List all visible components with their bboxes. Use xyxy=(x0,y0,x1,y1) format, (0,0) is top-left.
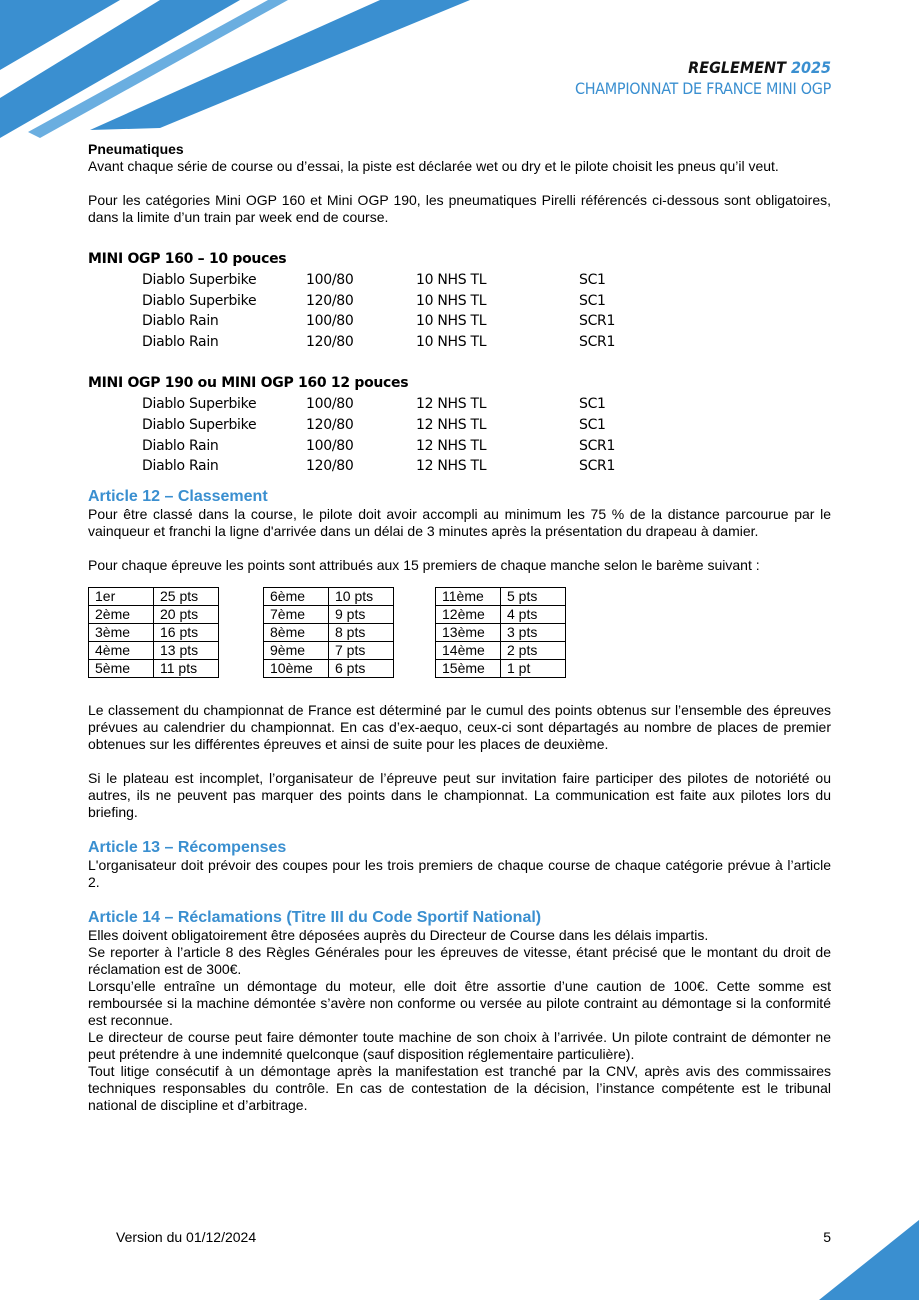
tire-rim: 12 NHS TL xyxy=(416,437,487,454)
points-cell: 25 pts xyxy=(154,587,219,605)
tire-model: Diablo Rain xyxy=(142,437,219,454)
article-14-body xyxy=(88,927,831,1114)
tire-row xyxy=(88,394,831,415)
document-body xyxy=(88,141,831,1114)
article-12-title: Article 12 – Classement xyxy=(88,487,268,505)
tire-size: 120/80 xyxy=(306,292,354,309)
tire-rim: 10 NHS TL xyxy=(416,313,487,330)
tire-row xyxy=(88,456,831,477)
points-cell: 11 pts xyxy=(154,659,219,677)
tire-compound: SCR1 xyxy=(579,458,616,475)
points-cell: 4 pts xyxy=(501,605,566,623)
points-table xyxy=(263,587,394,678)
tire-compound: SC1 xyxy=(579,416,606,433)
tire-size: 120/80 xyxy=(306,458,354,475)
table-row xyxy=(89,587,219,605)
points-table xyxy=(435,587,566,678)
tire-model: Diablo Superbike xyxy=(142,396,257,413)
tire-model: Diablo Superbike xyxy=(142,292,257,309)
points-cell: 8 pts xyxy=(329,623,394,641)
tire-compound: SC1 xyxy=(579,396,606,413)
footer-corner-graphic xyxy=(819,1220,919,1300)
tire-rim: 10 NHS TL xyxy=(416,272,487,288)
article-14-line: Tout litige consécutif à un démontage après la manifestation est tranché par la CNV, après avis des commissaires techniques responsables du contrôle. En cas de contestation de la décision, l’instance compétente est le tribunal national de discipline et d’arbitrage. xyxy=(88,1062,831,1113)
footer-version: Version du 01/12/2024 xyxy=(116,1229,257,1245)
article-14-line: Lorsqu’elle entraîne un démontage du moteur, elle doit être assortie d’une caution de 100€. Cette somme est remboursée si la machine démontée s’avère non conforme ou versée au pilote contraint au démontage si la conformité est reconnue. xyxy=(88,977,831,1028)
points-scale-tables xyxy=(88,587,831,678)
tire-model: Diablo Rain xyxy=(142,458,219,475)
tire-size: 120/80 xyxy=(306,333,354,350)
points-cell: 3 pts xyxy=(501,623,566,641)
header-reglement: REGLEMENT xyxy=(688,58,786,77)
tire-model: Diablo Superbike xyxy=(142,272,257,288)
table-row xyxy=(264,623,394,641)
points-cell: 2 pts xyxy=(501,641,566,659)
page-number: 5 xyxy=(823,1229,831,1245)
points-cell: 6 pts xyxy=(329,659,394,677)
tire-size: 100/80 xyxy=(306,437,354,454)
tire-row xyxy=(88,415,831,436)
table-row xyxy=(436,623,566,641)
tire-model: Diablo Superbike xyxy=(142,416,257,433)
tire-row xyxy=(88,436,831,457)
rank-cell: 14ème xyxy=(436,641,501,659)
tire-size: 100/80 xyxy=(306,272,354,288)
article-14-line: Se reporter à l’article 8 des Règles Générales pour les épreuves de vitesse, étant précisé que le montant du droit de réclamation est de 300€. xyxy=(88,943,831,977)
points-cell: 16 pts xyxy=(154,623,219,641)
header-year: 2025 xyxy=(790,58,831,77)
tire-compound: SC1 xyxy=(579,272,606,288)
rank-cell: 9ème xyxy=(264,641,329,659)
rank-cell: 1er xyxy=(89,587,154,605)
rank-cell: 7ème xyxy=(264,605,329,623)
tire-compound: SCR1 xyxy=(579,333,616,350)
pneumatiques-paragraph-1: Avant chaque série de course ou d’essai, la piste est déclarée wet ou dry et le pilote choisit les pneus qu’il veut. xyxy=(88,158,779,174)
tire-row xyxy=(88,270,831,291)
tire-model: Diablo Rain xyxy=(142,333,219,350)
tire-compound: SCR1 xyxy=(579,437,616,454)
points-cell: 10 pts xyxy=(329,587,394,605)
tire-row xyxy=(88,291,831,312)
tire-rim: 10 NHS TL xyxy=(416,292,487,309)
article-12-paragraph-1: Pour être classé dans la course, le pilote doit avoir accompli au minimum les 75 % de la distance parcourue par le vainqueur et franchi la ligne d'arrivée dans un délai de 3 minutes après la présentation du drapeau à damier. xyxy=(88,505,831,539)
rank-cell: 4ème xyxy=(89,641,154,659)
table-row xyxy=(89,605,219,623)
tire-size: 100/80 xyxy=(306,313,354,330)
tire-model: Diablo Rain xyxy=(142,313,219,330)
tire-category-heading: MINI OGP 190 ou MINI OGP 160 12 pouces xyxy=(88,375,409,392)
article-14-line: Le directeur de course peut faire démonter toute machine de son choix à l’arrivée. Un pilote contraint de démonter ne peut prétendre à une indemnité quelconque (sauf disposition réglementaire particulière). xyxy=(88,1028,831,1062)
rank-cell: 2ème xyxy=(89,605,154,623)
tire-compound: SC1 xyxy=(579,292,606,309)
tire-specifications xyxy=(88,249,831,477)
table-row xyxy=(436,605,566,623)
table-row xyxy=(436,641,566,659)
header-reglement-line xyxy=(575,58,831,78)
tire-rim: 12 NHS TL xyxy=(416,416,487,433)
document-header xyxy=(575,58,831,100)
table-row xyxy=(436,659,566,677)
header-championship: CHAMPIONNAT DE FRANCE MINI OGP xyxy=(574,79,831,98)
tire-row xyxy=(88,332,831,353)
tire-size: 120/80 xyxy=(306,416,354,433)
rank-cell: 13ème xyxy=(436,623,501,641)
table-row xyxy=(264,587,394,605)
tire-category-heading: MINI OGP 160 – 10 pouces xyxy=(88,251,287,267)
rank-cell: 12ème xyxy=(436,605,501,623)
table-row xyxy=(264,641,394,659)
table-row xyxy=(89,659,219,677)
pneumatiques-title: Pneumatiques xyxy=(88,141,184,157)
tire-row xyxy=(88,311,831,332)
table-row xyxy=(89,623,219,641)
table-row xyxy=(436,587,566,605)
article-12-paragraph-3: Le classement du championnat de France est déterminé par le cumul des points obtenus sur l’ensemble des épreuves prévues au calendrier du championnat. En cas d’ex-aequo, ceux-ci sont départagés au nombre de places de premier obtenues sur les différentes épreuves et ainsi de suite pour les places de deuxième. xyxy=(88,701,831,752)
rank-cell: 11ème xyxy=(436,587,501,605)
points-cell: 13 pts xyxy=(154,641,219,659)
tire-rim: 12 NHS TL xyxy=(416,458,487,475)
points-cell: 7 pts xyxy=(329,641,394,659)
article-12-paragraph-4: Si le plateau est incomplet, l’organisateur de l’épreuve peut sur invitation faire participer des pilotes de notoriété ou autres, ils ne peuvent pas marquer des points dans le championnat. La communication est faite aux pilotes lors du briefing. xyxy=(88,769,831,820)
table-row xyxy=(89,641,219,659)
article-12-paragraph-2: Pour chaque épreuve les points sont attribués aux 15 premiers de chaque manche selon le barème suivant : xyxy=(88,556,760,573)
points-cell: 20 pts xyxy=(154,605,219,623)
points-cell: 5 pts xyxy=(501,587,566,605)
rank-cell: 6ème xyxy=(264,587,329,605)
tire-rim: 12 NHS TL xyxy=(416,396,487,413)
article-13-title: Article 13 – Récompenses xyxy=(88,838,287,856)
pneumatiques-paragraph-2: Pour les catégories Mini OGP 160 et Mini OGP 190, les pneumatiques Pirelli référencés ci-dessous sont obligatoires, dans la limite d’un train par week end de course. xyxy=(88,192,831,225)
rank-cell: 8ème xyxy=(264,623,329,641)
tire-rim: 10 NHS TL xyxy=(416,333,487,350)
rank-cell: 10ème xyxy=(264,659,329,677)
points-cell: 9 pts xyxy=(329,605,394,623)
rank-cell: 15ème xyxy=(436,659,501,677)
table-row xyxy=(264,659,394,677)
article-14-title: Article 14 – Réclamations (Titre III du Code Sportif National) xyxy=(88,908,542,926)
article-13-paragraph-1: L'organisateur doit prévoir des coupes pour les trois premiers de chaque course de chaque catégorie prévue à l’article 2. xyxy=(88,856,831,890)
article-14-line: Elles doivent obligatoirement être déposées auprès du Directeur de Course dans les délais impartis. xyxy=(88,926,709,943)
header-stripes-graphic xyxy=(0,0,480,145)
rank-cell: 3ème xyxy=(89,623,154,641)
tire-size: 100/80 xyxy=(306,396,354,413)
tire-compound: SCR1 xyxy=(579,313,616,330)
points-table xyxy=(88,587,219,678)
points-cell: 1 pt xyxy=(501,659,566,677)
rank-cell: 5ème xyxy=(89,659,154,677)
table-row xyxy=(264,605,394,623)
